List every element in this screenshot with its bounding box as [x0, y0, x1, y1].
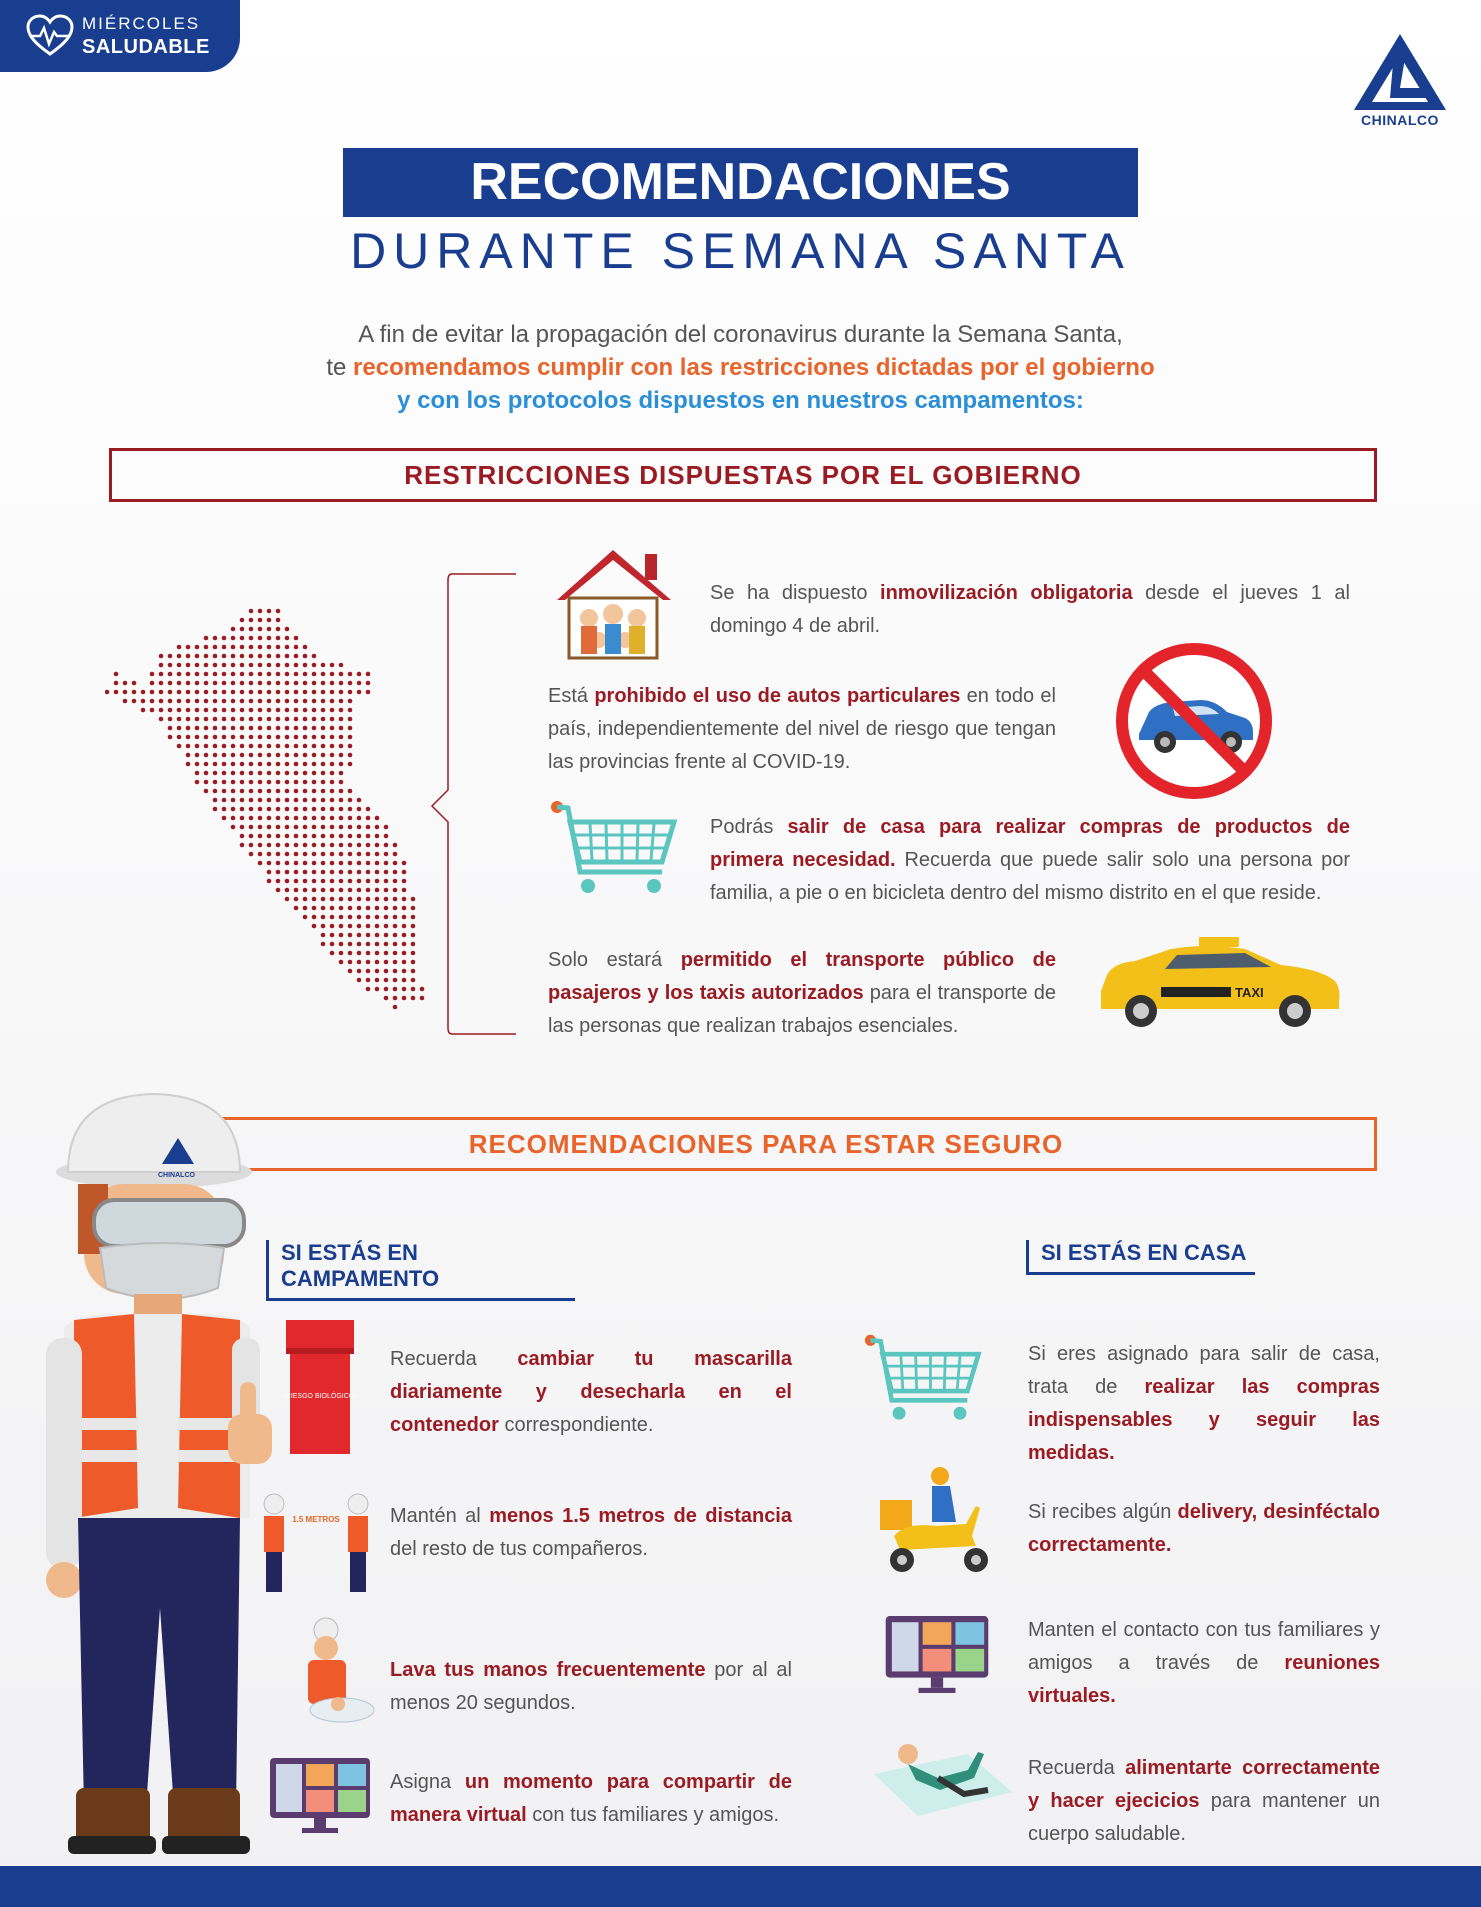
gov-item4-pre: Solo estará	[548, 949, 681, 971]
peru-map-illustration	[105, 600, 425, 1020]
container-label: RIESGO BIOLÓGICO	[285, 1393, 355, 1400]
gov-item3-bold: salir de casa para realizar compras de productos de primera necesidad.	[710, 816, 1350, 871]
footer-bar	[0, 1866, 1481, 1907]
taxi-icon	[1095, 935, 1345, 1030]
home-item1-bold: realizar las compras indispensables y seguir las medidas.	[1028, 1376, 1380, 1464]
shopping-cart-icon	[550, 800, 680, 900]
gov-item3-pre: Podrás	[710, 816, 788, 838]
helmet-label: CHINALCO	[158, 1172, 195, 1179]
camp-item4-post: con tus familiares y amigos.	[526, 1804, 780, 1826]
distance-workers-icon	[258, 1492, 374, 1594]
video-call-monitor-icon	[878, 1614, 996, 1694]
section-safe-title: RECOMENDACIONES PARA ESTAR SEGURO	[155, 1117, 1377, 1171]
intro-paragraph	[240, 318, 1241, 417]
home-item4-text	[1028, 1752, 1380, 1851]
miercoles-saludable-badge	[0, 0, 240, 72]
home-item4-bold: alimentarte correctamente y hacer ejecicios	[1028, 1757, 1381, 1812]
home-item3-text	[1028, 1614, 1380, 1713]
camp-item4-text	[390, 1766, 792, 1832]
badge-line2: SALUDABLE	[82, 36, 210, 58]
video-call-monitor-icon	[268, 1756, 372, 1834]
camp-item4-bold: un momento para compartir de manera virtual	[390, 1771, 792, 1826]
brace-decoration	[428, 570, 518, 1040]
no-car-icon	[1115, 642, 1273, 800]
camp-item3-text	[390, 1654, 792, 1720]
distance-label: 1.5 METROS	[292, 1515, 340, 1524]
camp-item3-bold: Lava tus manos frecuentemente	[390, 1659, 706, 1681]
home-item3-pre: Manten el contacto con tus familiares y amigos a través de	[1028, 1619, 1380, 1674]
chinalco-logo	[1350, 28, 1450, 138]
home-item1-text	[1028, 1338, 1380, 1470]
handwash-icon	[286, 1614, 378, 1732]
chinalco-logo-mark	[1350, 28, 1450, 112]
gov-item3-post: Recuerda que puede salir solo una persona por familia, a pie o en bicicleta dentro del mismo distrito en el que reside.	[710, 849, 1350, 904]
camp-heading: SI ESTÁS EN CAMPAMENTO	[266, 1240, 575, 1301]
biohazard-container-icon	[282, 1318, 358, 1458]
house-family-icon	[555, 548, 673, 660]
gov-item1-post: desde el jueves 1 al domingo 4 de abril.	[710, 582, 1350, 637]
home-item2-text	[1028, 1496, 1380, 1562]
intro-line2-plain: te	[326, 354, 354, 381]
shopping-cart-icon	[864, 1330, 984, 1430]
logo-text: CHINALCO	[1361, 112, 1439, 128]
worker-illustration	[28, 1088, 278, 1868]
gov-item2-text	[548, 680, 1056, 779]
home-item4-post: para mantener un cuerpo saludable.	[1028, 1790, 1381, 1845]
gov-item3-text	[710, 811, 1350, 910]
intro-line2	[240, 351, 1241, 384]
camp-item1-bold: cambiar tu mascarilla diariamente y desecharla en el contenedor	[390, 1348, 792, 1436]
camp-item3-post: por al al menos 20 segundos.	[390, 1659, 792, 1714]
intro-line1: A fin de evitar la propagación del coronavirus durante la Semana Santa,	[358, 321, 1123, 348]
camp-item2-pre: Mantén al	[390, 1505, 490, 1527]
gov-item1-bold: inmovilización obligatoria	[880, 582, 1133, 604]
delivery-scooter-icon	[876, 1466, 998, 1578]
taxi-label: TAXI	[1235, 985, 1264, 1000]
gov-item4-text	[548, 944, 1056, 1043]
page-title: RECOMENDACIONES	[343, 148, 1138, 217]
page-subtitle: DURANTE SEMANA SANTA	[350, 223, 1131, 279]
intro-line2-highlight: recomendamos cumplir con las restricciones dictadas por el gobierno	[353, 354, 1155, 381]
gov-item4-bold: permitido el transporte público de pasajeros y los taxis autorizados	[548, 949, 1056, 1004]
home-item2-pre: Si recibes algún	[1028, 1501, 1178, 1523]
section-gov-title: RESTRICCIONES DISPUESTAS POR EL GOBIERNO	[109, 448, 1377, 502]
home-item2-bold: delivery, desinféctalo correctamente.	[1028, 1501, 1380, 1556]
gov-item1-text	[710, 577, 1350, 643]
camp-item1-text	[390, 1343, 792, 1442]
home-item3-bold: reuniones virtuales.	[1028, 1652, 1380, 1707]
exercise-icon	[868, 1734, 1018, 1824]
gov-item2-post: en todo el país, independientemente del nivel de riesgo que tengan las provincias frente al COVID-19.	[548, 685, 1056, 773]
gov-item2-pre: Está	[548, 685, 595, 707]
camp-item2-text	[390, 1500, 792, 1566]
intro-line3: y con los protocolos dispuestos en nuestros campamentos:	[397, 387, 1084, 414]
heart-icon	[26, 14, 74, 58]
camp-item1-pre: Recuerda	[390, 1348, 518, 1370]
home-heading: SI ESTÁS EN CASA	[1026, 1240, 1255, 1275]
camp-item2-bold: menos 1.5 metros de distancia	[489, 1505, 792, 1527]
camp-item1-post: correspondiente.	[498, 1414, 654, 1436]
home-item4-pre: Recuerda	[1028, 1757, 1126, 1779]
badge-line1: MIÉRCOLES	[82, 14, 201, 33]
camp-item2-post: del resto de tus compañeros.	[390, 1538, 648, 1560]
camp-item4-pre: Asigna	[390, 1771, 465, 1793]
gov-item4-post: para el transporte de las personas que realizan trabajos esenciales.	[548, 982, 1056, 1037]
home-item1-pre: Si eres asignado para salir de casa, trata de	[1028, 1343, 1380, 1398]
gov-item2-bold: prohibido el uso de autos particulares	[594, 685, 961, 707]
gov-item1-pre: Se ha dispuesto	[710, 582, 881, 604]
